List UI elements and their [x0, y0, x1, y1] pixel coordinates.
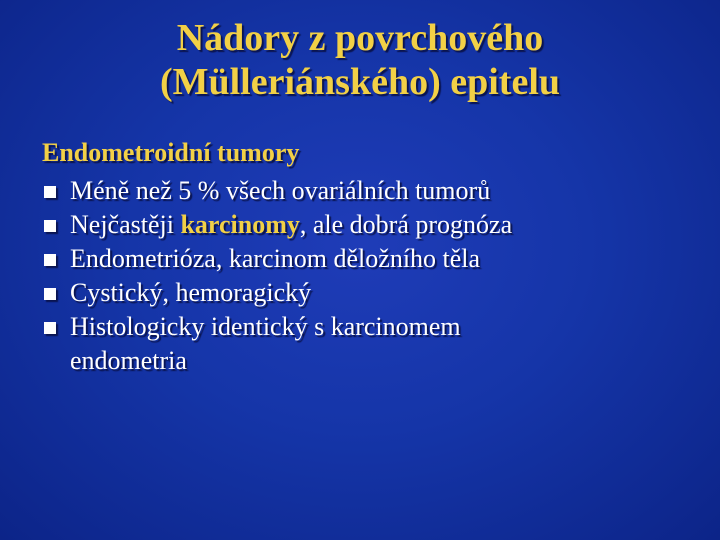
- bullet-list: [42, 174, 692, 378]
- square-bullet-icon: [44, 322, 56, 334]
- bullet-item: [42, 276, 692, 310]
- square-bullet-icon: [44, 288, 56, 300]
- slide-body: [42, 136, 692, 378]
- square-bullet-icon: [44, 186, 56, 198]
- title-line-2: (Mülleriánského) epitelu: [159, 61, 561, 103]
- square-bullet-icon: [44, 254, 56, 266]
- bullet-text: Méně než 5 % všech ovariálních tumorů: [70, 176, 491, 205]
- bullet-item: [42, 174, 692, 208]
- section-heading: Endometroidní tumory: [42, 138, 300, 167]
- bullet-item: [42, 310, 570, 378]
- title-line-1: Nádory z povrchového: [176, 17, 544, 59]
- bullet-text: Cystický, hemoragický: [70, 278, 312, 307]
- bullet-text-pre: Nejčastěji: [70, 210, 181, 239]
- square-bullet-icon: [44, 220, 56, 232]
- bullet-highlight: karcinomy: [180, 210, 300, 239]
- bullet-text-post: , ale dobrá prognóza: [299, 210, 513, 239]
- bullet-text: Histologicky identický s karcinomem endometria: [70, 312, 461, 375]
- bullet-item: [42, 242, 692, 276]
- bullet-item: [42, 208, 692, 242]
- bullet-text: Endometrióza, karcinom děložního těla: [70, 244, 481, 273]
- slide-title: [0, 16, 720, 104]
